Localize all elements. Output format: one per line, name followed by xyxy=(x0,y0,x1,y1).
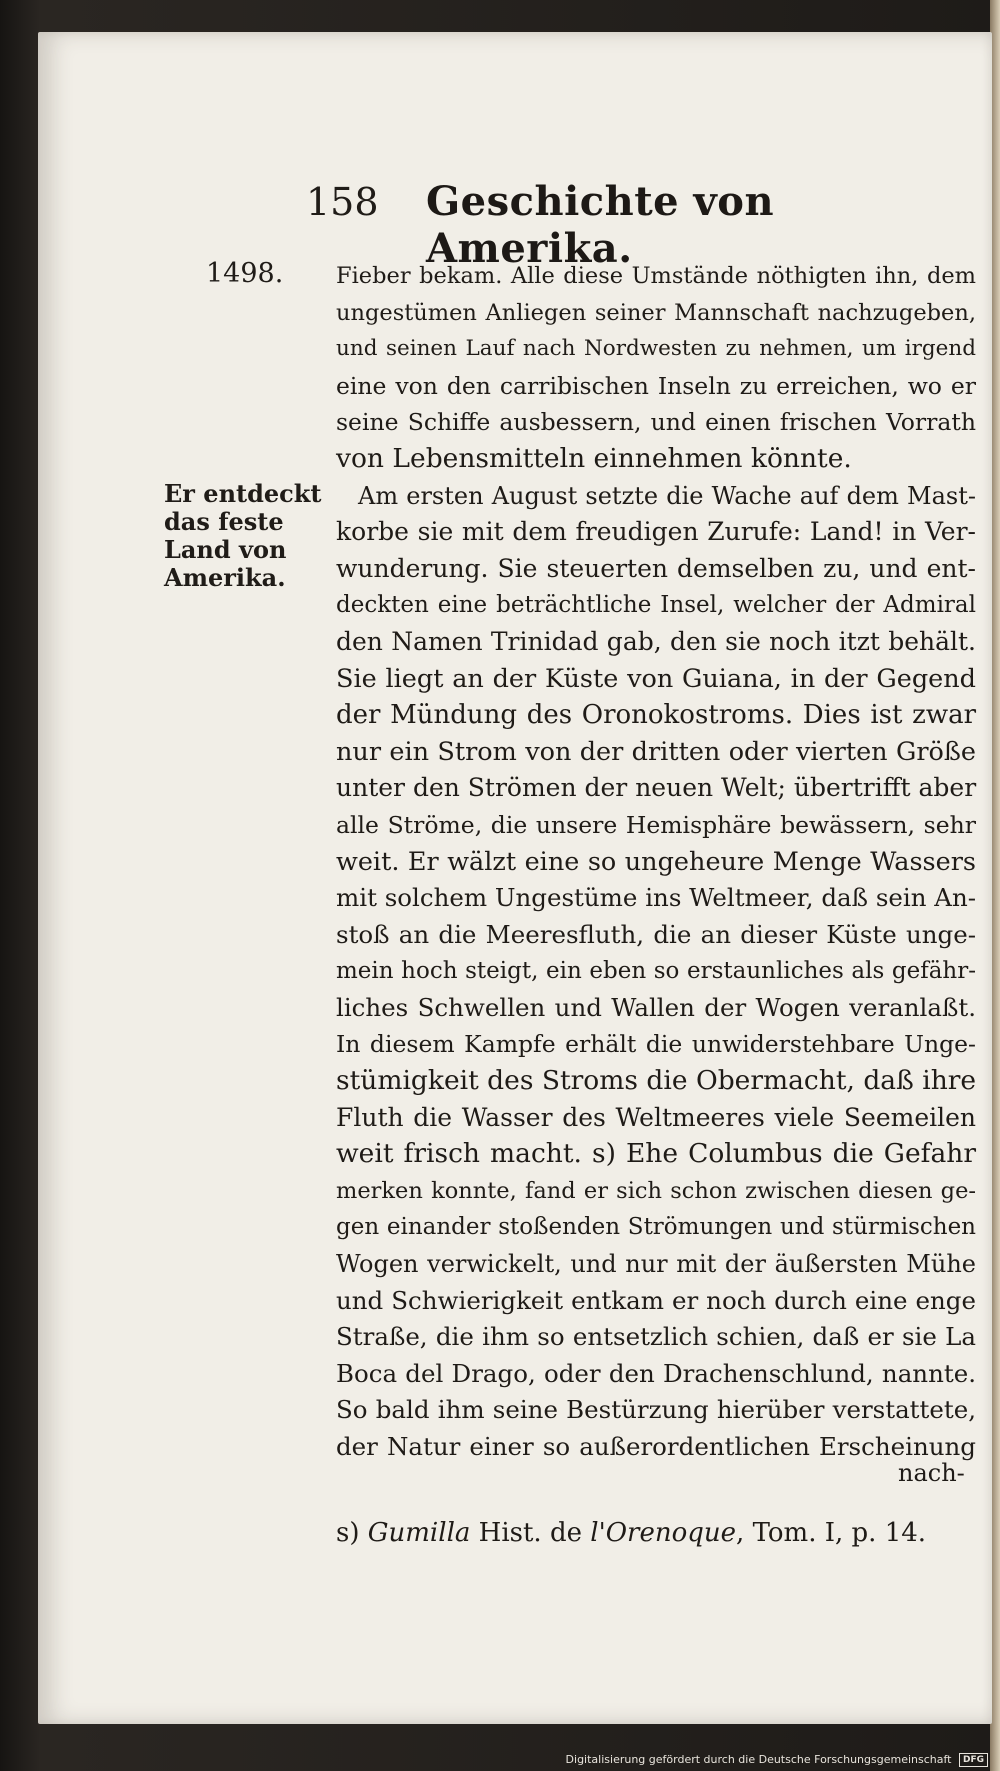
text-line: korbe sie mit dem freudigen Zurufe: Land! in Ver- xyxy=(336,517,976,547)
footnote-title: l'Orenoque xyxy=(590,1518,737,1548)
text-line: Straße, die ihm so entsetzlich schien, daß er sie La xyxy=(336,1322,976,1352)
margin-note-line: das feste xyxy=(164,507,284,536)
text-line: wunderung. Sie steuerten demselben zu, und ent- xyxy=(336,553,976,583)
margin-note-line: Er entdeckt xyxy=(164,479,322,508)
text-line: weit frisch macht. s) Ehe Columbus die Gefahr xyxy=(336,1138,976,1170)
page-number: 158 xyxy=(306,180,379,224)
page-header xyxy=(38,172,992,272)
footnote-mid: Hist. de xyxy=(478,1518,582,1548)
running-title: Geschichte von Amerika. xyxy=(426,178,775,272)
text-line: und seinen Lauf nach Nordwesten zu nehmen, um irgend xyxy=(336,336,976,362)
text-line: den Namen Trinidad gab, den sie noch itzt behält. xyxy=(336,626,976,656)
text-line: stümigkeit des Stroms die Obermacht, daß ihre xyxy=(336,1065,977,1097)
text-line: mit solchem Ungestüme ins Weltmeer, daß sein An- xyxy=(336,883,977,913)
text-line: von Lebensmitteln einnehmen könnte. xyxy=(336,442,852,474)
catchword: nach- xyxy=(898,1459,965,1487)
margin-year: 1498. xyxy=(206,258,284,289)
text-line: unter den Strömen der neuen Welt; übertrifft aber xyxy=(336,773,977,803)
text-line: eine von den carribischen Inseln zu erreichen, wo er xyxy=(336,371,976,400)
text-line: und Schwierigkeit entkam er noch durch eine enge xyxy=(336,1285,976,1315)
margin-note xyxy=(164,479,322,592)
text-line: weit. Er wälzt eine so ungeheure Menge Wassers xyxy=(336,846,976,877)
margin-note-line: Land von xyxy=(164,535,287,564)
text-line: ungestümen Anliegen seiner Mannschaft nachzugeben, xyxy=(336,299,976,326)
text-line: Sie liegt an der Küste von Guiana, in der Gegend xyxy=(336,663,976,694)
text-line: alle Ströme, die unsere Hemisphäre bewässern, sehr xyxy=(336,810,976,839)
text-line: mein hoch steigt, ein eben so erstaunliches als gefähr- xyxy=(336,958,976,985)
text-line: In diesem Kampfe erhält die unwiderstehbare Unge- xyxy=(336,1030,976,1059)
text-line: Fluth die Wasser des Weltmeeres viele Seemeilen xyxy=(336,1102,976,1132)
text-line: deckten eine beträchtliche Insel, welcher der Admiral xyxy=(336,592,976,619)
footnote-author: Gumilla xyxy=(367,1518,471,1548)
text-line: stoß an die Meeresfluth, die an dieser Küste unge- xyxy=(336,919,976,949)
text-line: liches Schwellen und Wallen der Wogen veranlaßt. xyxy=(336,992,976,1022)
text-line: nur ein Strom von der dritten oder vierten Größe xyxy=(336,736,976,767)
footnote-rest: , Tom. I, p. 14. xyxy=(736,1518,927,1548)
text-line: Boca del Drago, oder den Drachenschlund, nannte. xyxy=(336,1358,976,1388)
text-line: der Mündung des Oronokostroms. Dies ist zwar xyxy=(336,700,976,731)
text-line: gen einander stoßenden Strömungen und stürmischen xyxy=(336,1214,976,1241)
body-text xyxy=(336,258,976,1466)
text-line: merken konnte, fand er sich schon zwischen diesen ge- xyxy=(336,1177,976,1204)
margin-note-line: Amerika. xyxy=(164,563,286,592)
book-page xyxy=(38,32,992,1724)
dfg-logo-icon: DFG xyxy=(959,1753,988,1767)
text-line: Fieber bekam. Alle diese Umstände nöthigten ihn, dem xyxy=(336,263,976,289)
digitization-credit xyxy=(566,1753,988,1767)
text-line: Wogen verwickelt, und nur mit der äußersten Mühe xyxy=(336,1250,976,1279)
footnote-marker: s) xyxy=(336,1518,360,1548)
footnote xyxy=(336,1518,926,1548)
text-line: seine Schiffe ausbessern, und einen frischen Vorrath xyxy=(336,408,976,437)
text-line: der Natur einer so außerordentlichen Erscheinung xyxy=(336,1432,976,1461)
text-line: So bald ihm seine Bestürzung hierüber verstattete, xyxy=(336,1395,976,1425)
text-line: Am ersten August setzte die Wache auf dem Mast- xyxy=(358,481,976,510)
credit-text: Digitalisierung gefördert durch die Deutsche Forschungsgemeinschaft xyxy=(565,1753,952,1766)
